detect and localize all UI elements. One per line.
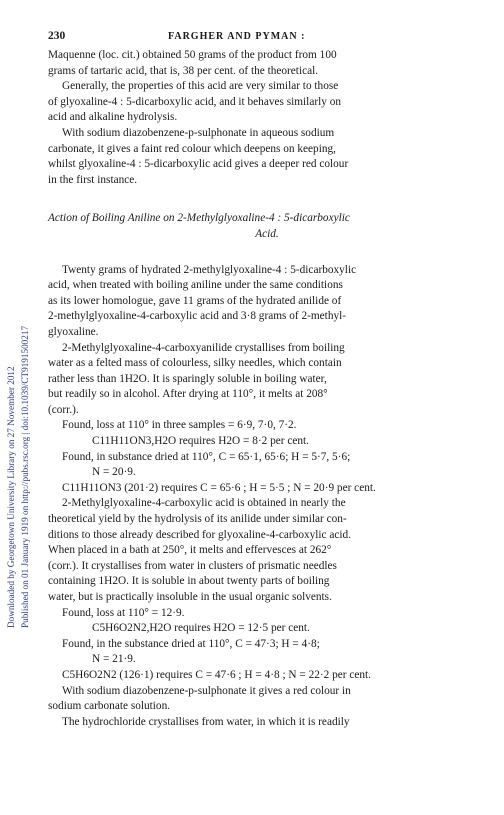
text-line: 2-Methylglyoxaline-4-carboxyanilide crystallises from boiling xyxy=(62,341,345,354)
text-line: containing 1H2O. It is soluble in about twenty parts of boiling xyxy=(48,575,330,588)
analysis-line: N = 20·9. xyxy=(92,466,136,479)
text-line: Maquenne (loc. cit.) obtained 50 grams of the product from 100 xyxy=(48,49,337,61)
text-line: of glyoxaline-4 : 5-dicarboxylic acid, and it behaves similarly on xyxy=(48,95,342,108)
analysis-line: Found, in the substance dried at 110°, C = 47·3; H = 4·8; xyxy=(62,637,320,650)
formula-line: C11H11ON3 (201·2) requires C = 65·6 ; H = 5·5 ; N = 20·9 per cent. xyxy=(62,481,376,494)
running-head: FARGHER AND PYMAN : xyxy=(168,31,306,42)
text-line: glyoxaline. xyxy=(48,325,99,338)
text-line: 2-Methylglyoxaline-4-carboxylic acid is obtained in nearly the xyxy=(62,497,346,510)
text-line: in the first instance. xyxy=(48,173,138,186)
page-number: 230 xyxy=(48,30,66,42)
text-line: sodium carbonate solution. xyxy=(48,700,171,713)
text-line: Generally, the properties of this acid are very similar to those xyxy=(62,80,339,93)
page-header xyxy=(48,30,486,48)
text-line: theoretical yield by the hydrolysis of its anilide under similar con- xyxy=(48,513,347,526)
text-line: carbonate, it gives a faint red colour which deepens on keeping, xyxy=(48,142,336,155)
text-line: (corr.). xyxy=(48,403,79,416)
section-heading xyxy=(48,211,486,242)
section-heading-line1: Action of Boiling Aniline on 2-Methylglyoxaline-4 : 5-dicarboxylic xyxy=(48,212,350,225)
text-line: The hydrochloride crystallises from water, in which it is readily xyxy=(62,715,350,728)
analysis-line: Found, in substance dried at 110°, C = 65·1, 65·6; H = 5·7, 5·6; xyxy=(62,450,351,463)
text-line: water as a felted mass of colourless, silky needles, which contain xyxy=(48,357,342,370)
text-line: Twenty grams of hydrated 2-methylglyoxaline-4 : 5-dicarboxylic xyxy=(62,263,357,276)
formula-line: C5H6O2N2,H2O requires H2O = 12·5 per cent. xyxy=(92,622,310,635)
formula-line: C5H6O2N2 (126·1) requires C = 47·6 ; H = 4·8 ; N = 22·2 per cent. xyxy=(62,668,372,681)
text-line: water, but is practically insoluble in the usual organic solvents. xyxy=(48,591,332,603)
text-line: 2-methylglyoxaline-4-carboxylic acid and 3·8 grams of 2-methyl- xyxy=(48,310,347,323)
analysis-line: Found, loss at 110° = 12·9. xyxy=(62,606,185,619)
text-line: When placed in a bath at 250°, it melts and effervesces at 262° xyxy=(48,544,332,557)
journal-page xyxy=(48,30,486,730)
text-line: but readily so in alcohol. After drying at 110°, it melts at 208° xyxy=(48,388,328,401)
analysis-line: Found, loss at 110° in three samples = 6·9, 7·0, 7·2. xyxy=(62,419,297,432)
text-line: as its lower homologue, gave 11 grams of the hydrated anilide of xyxy=(48,294,342,307)
publication-notice: Published on 01 January 1919 on http://pubs.rsc.org | doi:10.1039/CT9191500217 xyxy=(20,325,30,628)
text-line: grams of tartaric acid, that is, 38 per cent. of the theoretical. xyxy=(48,64,319,77)
text-line: acid, when treated with boiling aniline under the same conditions xyxy=(48,279,343,292)
download-notice: Downloaded by Georgetown University Library on 27 November 2012 xyxy=(6,366,16,628)
text-line: acid and alkaline hydrolysis. xyxy=(48,111,178,124)
text-line: (corr.). It crystallises from water in clusters of prismatic needles xyxy=(48,559,337,572)
download-sidebar xyxy=(2,150,36,630)
analysis-line: N = 21·9. xyxy=(92,653,136,666)
text-line: ditions to those already described for glyoxaline-4-carboxylic acid. xyxy=(48,528,352,541)
text-line: whilst glyoxaline-4 : 5-dicarboxylic acid gives a deeper red colour xyxy=(48,158,349,171)
formula-line: C11H11ON3,H2O requires H2O = 8·2 per cent. xyxy=(92,435,309,448)
section-heading-line2: Acid. xyxy=(255,227,279,240)
text-line: With sodium diazobenzene-p-sulphonate it gives a red colour in xyxy=(62,684,351,697)
text-line: With sodium diazobenzene-p-sulphonate in aqueous sodium xyxy=(62,126,335,139)
text-line: rather less than 1H2O. It is sparingly soluble in boiling water, xyxy=(48,372,327,385)
